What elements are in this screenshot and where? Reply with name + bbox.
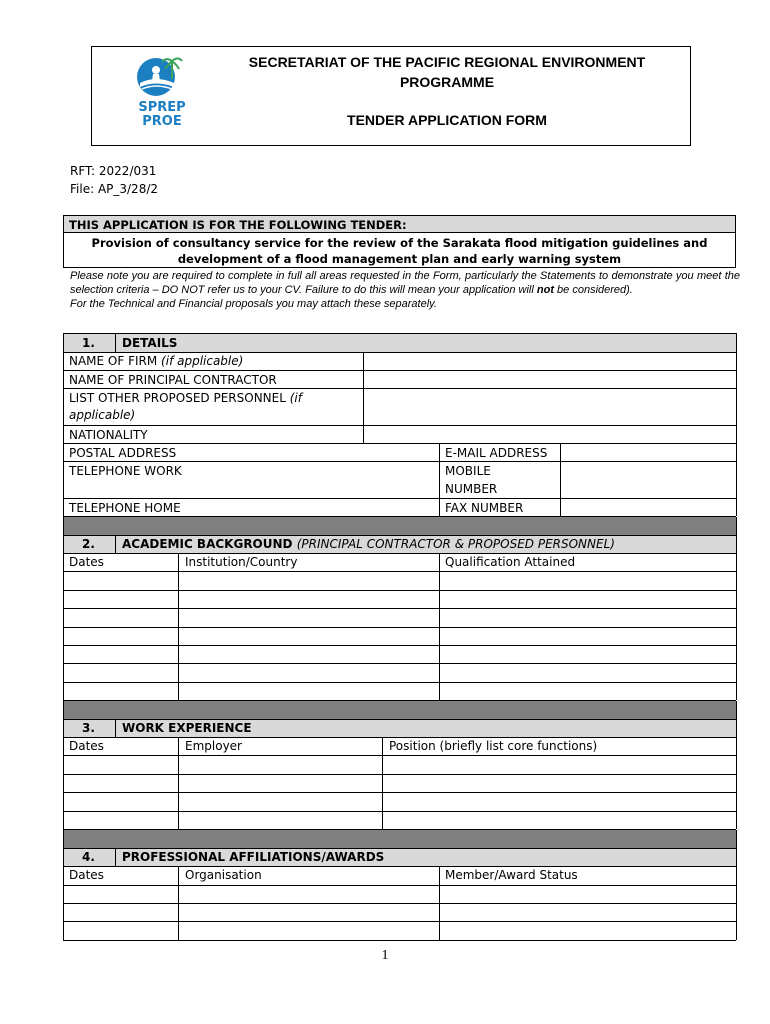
section2-col-dates: Dates	[69, 555, 104, 569]
label-mobile: MOBILE	[445, 464, 491, 478]
label-telephone-work: TELEPHONE WORK	[69, 464, 182, 478]
organisation-title: SECRETARIAT OF THE PACIFIC REGIONAL ENVIRONMENT PROGRAMME	[248, 54, 646, 90]
section3-col-employer: Employer	[185, 739, 242, 753]
logo-text-proe: PROE	[142, 114, 182, 129]
section3-title: WORK EXPERIENCE	[122, 721, 252, 735]
label-postal-address: POSTAL ADDRESS	[69, 446, 177, 460]
tender-description	[63, 233, 736, 268]
section3-number: 3.	[82, 721, 95, 735]
label-other-personnel	[69, 389, 302, 407]
section1-number: 1.	[82, 336, 95, 350]
label-other-personnel-note-2: applicable)	[69, 408, 136, 422]
section4-title: PROFESSIONAL AFFILIATIONS/AWARDS	[122, 850, 385, 864]
section3-col-position: Position (briefly list core functions)	[389, 739, 598, 753]
section4-col-status: Member/Award Status	[445, 868, 578, 882]
principal-contractor-field[interactable]	[364, 371, 736, 388]
label-other-personnel-note: (if	[289, 391, 302, 405]
nationality-field[interactable]	[364, 426, 736, 443]
section4-number: 4.	[82, 850, 95, 864]
label-name-of-firm-note: (if applicable)	[161, 354, 244, 368]
label-principal-contractor: NAME OF PRINCIPAL CONTRACTOR	[69, 373, 277, 387]
section3-col-dates: Dates	[69, 739, 104, 753]
other-personnel-field[interactable]	[364, 389, 736, 425]
section2-col-qualification: Qualification Attained	[445, 555, 576, 569]
separator-band-3	[63, 830, 736, 848]
label-mobile-number: NUMBER	[445, 482, 498, 496]
logo-text-sprep: SPREP	[138, 100, 186, 115]
tender-line-2: development of a flood management plan and early warning system	[177, 252, 622, 266]
instructions-note	[70, 269, 740, 311]
form-title: TENDER APPLICATION FORM	[347, 112, 547, 128]
section4-col-dates: Dates	[69, 868, 104, 882]
email-field[interactable]	[561, 444, 736, 461]
tender-line-1: Provision of consultancy service for the review of the Sarakata flood mitigation guidelines and	[91, 236, 708, 250]
separator-band-1	[63, 517, 736, 535]
firm-name-field[interactable]	[364, 353, 736, 370]
note-text-2: be considered).	[553, 284, 633, 296]
section2-title-line	[122, 535, 615, 553]
note-text-3: For the Technical and Financial proposals you may attach these separately.	[70, 298, 437, 310]
section4-col-organisation: Organisation	[185, 868, 262, 882]
sprep-logo	[132, 53, 192, 133]
file-reference: File: AP_3/28/2	[70, 182, 159, 196]
rft-reference: RFT: 2022/031	[70, 164, 157, 178]
section1-title: DETAILS	[122, 336, 178, 350]
separator-band-2	[63, 701, 736, 719]
label-name-of-firm-text: NAME OF FIRM	[69, 354, 162, 368]
mobile-field[interactable]	[561, 462, 736, 498]
section2-title-note: (PRINCIPAL CONTRACTOR & PROPOSED PERSONNEL)	[296, 537, 615, 551]
label-other-personnel-text: LIST OTHER PROPOSED PERSONNEL	[69, 391, 290, 405]
label-fax-number: FAX NUMBER	[445, 501, 524, 515]
label-nationality: NATIONALITY	[69, 428, 148, 442]
tender-heading: THIS APPLICATION IS FOR THE FOLLOWING TENDER:	[63, 215, 736, 233]
label-name-of-firm	[69, 352, 243, 370]
section2-col-institution: Institution/Country	[185, 555, 298, 569]
note-text-1: Please note you are required to complete in full all areas requested in the Form, particularly the Statements to demonstrate you meet the selection criteria – DO NOT refer us to your CV. Failure to do this will mean your application will	[70, 270, 740, 296]
label-email-address: E-MAIL ADDRESS	[445, 446, 548, 460]
label-telephone-home: TELEPHONE HOME	[69, 501, 181, 515]
sprep-emblem-icon	[132, 53, 192, 99]
page-number: 1	[381, 948, 389, 963]
fax-field[interactable]	[561, 499, 736, 516]
header-box	[91, 46, 691, 146]
section2-title: ACADEMIC BACKGROUND	[122, 537, 297, 551]
section2-number: 2.	[82, 537, 95, 551]
note-emphasis: not	[536, 284, 554, 296]
